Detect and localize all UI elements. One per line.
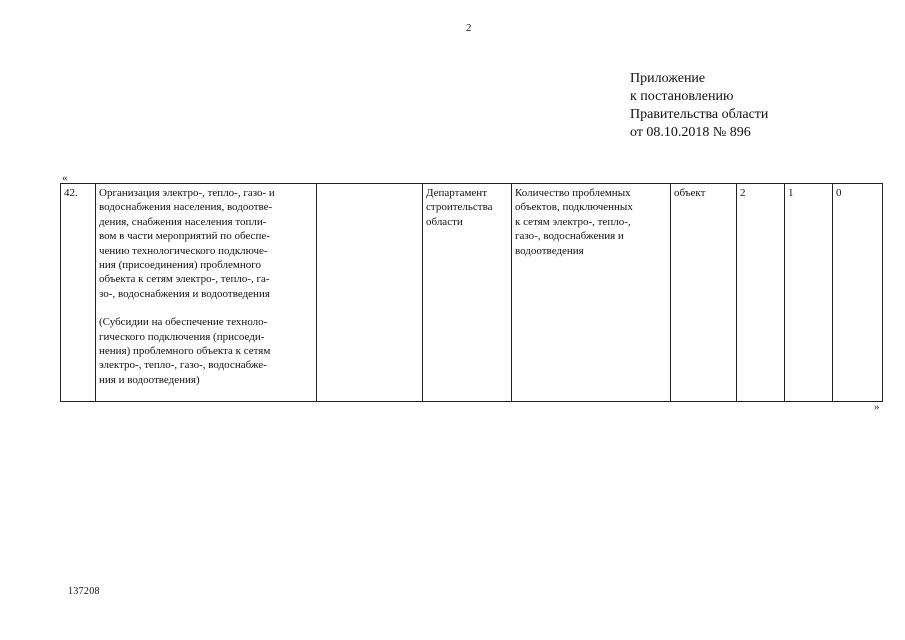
measure-name-line: Организация электро-, тепло-, газо- и: [99, 187, 275, 199]
department-cell: [423, 184, 512, 402]
measure-name-line: зо-, водоснабжения и водоотведения: [99, 287, 270, 300]
measure-name-line: объекта к сетям электро-, тепло-, га-: [99, 273, 270, 286]
subsidy-line: электро-, тепло-, газо-, водоснабже-: [99, 359, 267, 372]
empty-cell: [317, 184, 423, 402]
unit-cell: [671, 184, 737, 402]
measure-name-line: дения, снабжения населения топли-: [99, 215, 267, 228]
indicator: [515, 186, 667, 258]
closing-quote: »: [874, 401, 880, 413]
appendix-line-4: от 08.10.2018 № 896: [630, 125, 751, 140]
indicator-line: объектов, подключенных: [515, 201, 633, 214]
indicator-line: к сетям электро-, тепло-,: [515, 215, 631, 228]
value-cell-2: [785, 184, 833, 402]
measure-name-line: водоснабжения населения, водоотве-: [99, 201, 273, 214]
department-line: области: [426, 215, 463, 228]
row-number: 42.: [64, 187, 78, 199]
measure-name-cell: [96, 184, 317, 402]
spacer: [99, 301, 313, 315]
indicator-line: водоотведения: [515, 244, 584, 257]
department-line: строительства: [426, 201, 493, 214]
indicator-line: Количество проблемных: [515, 187, 631, 199]
measure-name-line: вом в части мероприятий по обеспе-: [99, 230, 270, 243]
appendix-header: [630, 70, 768, 142]
measures-table: [60, 183, 883, 402]
value-1: 2: [740, 187, 746, 199]
opening-quote: «: [62, 172, 68, 184]
department-line: Департамент: [426, 187, 488, 199]
measure-name-line: чению технологического подключе-: [99, 244, 268, 257]
department: [426, 186, 508, 229]
measure-name: [99, 186, 313, 387]
indicator-cell: [512, 184, 671, 402]
subsidy-line: нения) проблемного объекта к сетям: [99, 345, 271, 358]
value-cell-1: [737, 184, 785, 402]
appendix-line-2: к постановлению: [630, 89, 734, 104]
unit: объект: [674, 187, 706, 199]
value-2: 1: [788, 187, 794, 199]
table-row: [61, 184, 883, 402]
value-3: 0: [836, 187, 842, 199]
indicator-line: газо-, водоснабжения и: [515, 230, 624, 243]
appendix-line-1: Приложение: [630, 71, 706, 86]
document-id: 137208: [68, 586, 100, 597]
subsidy-line: гического подключения (присоеди-: [99, 330, 265, 343]
subsidy-line: (Субсидии на обеспечение техноло-: [99, 316, 268, 329]
page-number: 2: [466, 22, 472, 34]
measure-name-line: ния (присоединения) проблемного: [99, 259, 261, 272]
value-cell-3: [833, 184, 883, 402]
subsidy-line: ния и водоотведения): [99, 373, 200, 386]
row-number-cell: [61, 184, 96, 402]
appendix-line-3: Правительства области: [630, 107, 769, 122]
